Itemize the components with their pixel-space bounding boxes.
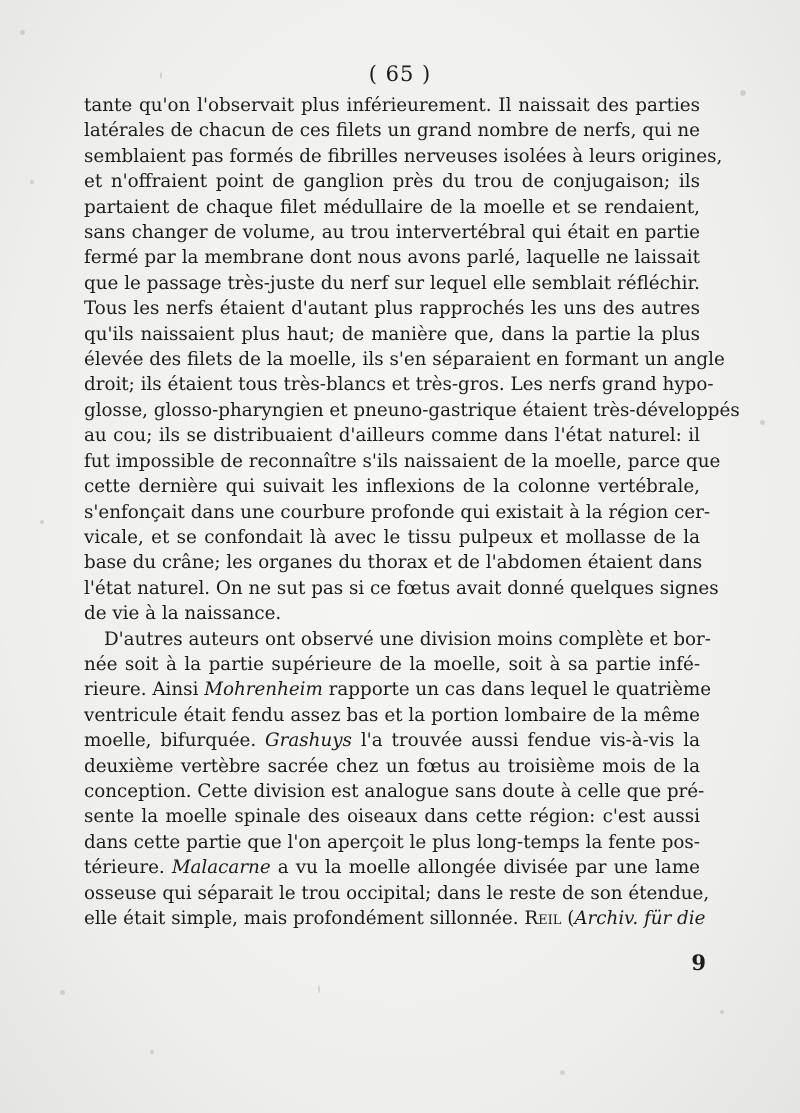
paper-speck — [760, 420, 765, 425]
text-line — [84, 881, 710, 906]
body-text — [84, 93, 740, 931]
text-line: qu'ils naissaient plus haut; de manière que, dans la partie la plus — [84, 323, 700, 345]
text-span: ventricule était fendu assez bas et la portion lombaire de la même — [84, 704, 700, 726]
paper-speck — [20, 30, 25, 35]
author-name: Malacarne — [171, 857, 271, 879]
text-line: tante qu'on l'observait plus inférieurement. Il naissait des parties — [84, 95, 700, 116]
text-span: ( — [561, 908, 575, 929]
text-line: base du crâne; les organes du thorax et de l'abdomen étaient dans — [84, 552, 703, 574]
reference-title: Archiv. für die — [574, 908, 706, 929]
text-line: cette dernière qui suivait les inflexions de la colonne vertébrale, — [84, 476, 700, 498]
paragraph-2 — [84, 627, 712, 932]
text-span: née soit à la partie supérieure de la moelle, soit à sa partie infé- — [84, 653, 700, 675]
text-span: l'a trouvée aussi fendue vis-à-vis la — [351, 730, 700, 752]
text-line: glosse, glosso-pharyngien et pneuno-gastrique étaient très-développés — [84, 399, 740, 421]
text-line: élevée des filets de la moelle, ils s'en séparaient en formant un angle — [84, 349, 725, 371]
author-name: Reil — [524, 908, 562, 929]
text-line — [84, 830, 700, 855]
text-span: osseuse qui séparait le trou occipital; dans le reste de son étendue, — [84, 882, 710, 904]
text-line — [84, 652, 700, 677]
text-line: vicale, et se confondait là avec le tissu pulpeux et mollasse de la — [84, 526, 700, 548]
text-span: deuxième vertèbre sacrée chez un fœtus au troisième mois de la — [84, 755, 700, 777]
text-line: fut impossible de reconnaître s'ils naissaient de la moelle, parce que — [84, 450, 721, 472]
author-name: Grashuys — [265, 730, 352, 752]
text-line — [84, 627, 711, 652]
text-line: l'état naturel. On ne sut pas si ce fœtus avait donné quelques signes — [84, 577, 719, 599]
paper-speck — [740, 90, 746, 96]
text-line — [84, 804, 700, 829]
text-line: latérales de chacun de ces filets un grand nombre de nerfs, qui ne — [84, 120, 700, 142]
text-line — [84, 677, 712, 702]
text-line: sans changer de volume, au trou intervertébral qui était en partie — [84, 222, 700, 244]
text-line: fermé par la membrane dont nous avons parlé, laquelle ne laissait — [84, 247, 700, 269]
text-span: dans cette partie que l'on aperçoit le plus long-temps la fente pos- — [84, 831, 700, 853]
text-line — [84, 728, 700, 753]
paper-speck — [60, 990, 65, 995]
text-line — [84, 779, 705, 804]
signature-mark: 9 — [691, 950, 706, 975]
text-line: que le passage très-juste du nerf sur lequel elle semblait réfléchir. — [84, 272, 700, 294]
text-line — [84, 855, 700, 880]
paper-speck — [40, 520, 44, 524]
text-line: Tous les nerfs étaient d'autant plus rapprochés les uns des autres — [84, 298, 700, 320]
text-span: moelle, bifurquée. — [84, 730, 266, 752]
text-line: partaient de chaque filet médullaire de la moelle et se rendaient, — [84, 196, 700, 218]
text-line — [84, 754, 700, 779]
text-line: et n'offraient point de ganglion près du trou de conjugaison; ils — [84, 171, 700, 193]
text-line: droit; ils étaient tous très-blancs et très-gros. Les nerfs grand hypo- — [84, 374, 714, 396]
paragraph-1 — [84, 93, 740, 627]
page-number: ( 65 ) — [368, 62, 432, 86]
author-name: Mohrenheim — [204, 679, 323, 701]
paper-speck — [318, 985, 320, 993]
text-line: s'enfonçait dans une courbure profonde qui existait à la région cer- — [84, 501, 711, 523]
text-span: rapporte un cas dans lequel le quatrième — [322, 679, 712, 701]
text-span: térieure. — [84, 857, 172, 879]
text-span: elle était simple, mais profondément sillonnée. — [84, 908, 525, 929]
text-line — [84, 906, 706, 931]
text-line: semblaient pas formés de fibrilles nerveuses isolées à leurs origines, — [84, 145, 723, 167]
text-span: rieure. Ainsi — [84, 679, 205, 701]
paper-speck — [720, 1010, 724, 1014]
text-line: de vie à la naissance. — [84, 603, 282, 625]
text-span: D'autres auteurs ont observé une division moins complète et bor- — [104, 628, 711, 650]
paper-speck — [150, 1050, 154, 1054]
paper-speck — [560, 1070, 565, 1075]
text-span: a vu la moelle allongée divisée par une lame — [270, 857, 700, 879]
paper-speck — [30, 180, 34, 184]
text-line: au cou; ils se distribuaient d'ailleurs comme dans l'état naturel: il — [84, 425, 700, 447]
text-line — [84, 703, 700, 728]
text-span: conception. Cette division est analogue sans doute à celle que pré- — [84, 780, 705, 802]
text-span: sente la moelle spinale des oiseaux dans cette région: c'est aussi — [84, 806, 700, 828]
